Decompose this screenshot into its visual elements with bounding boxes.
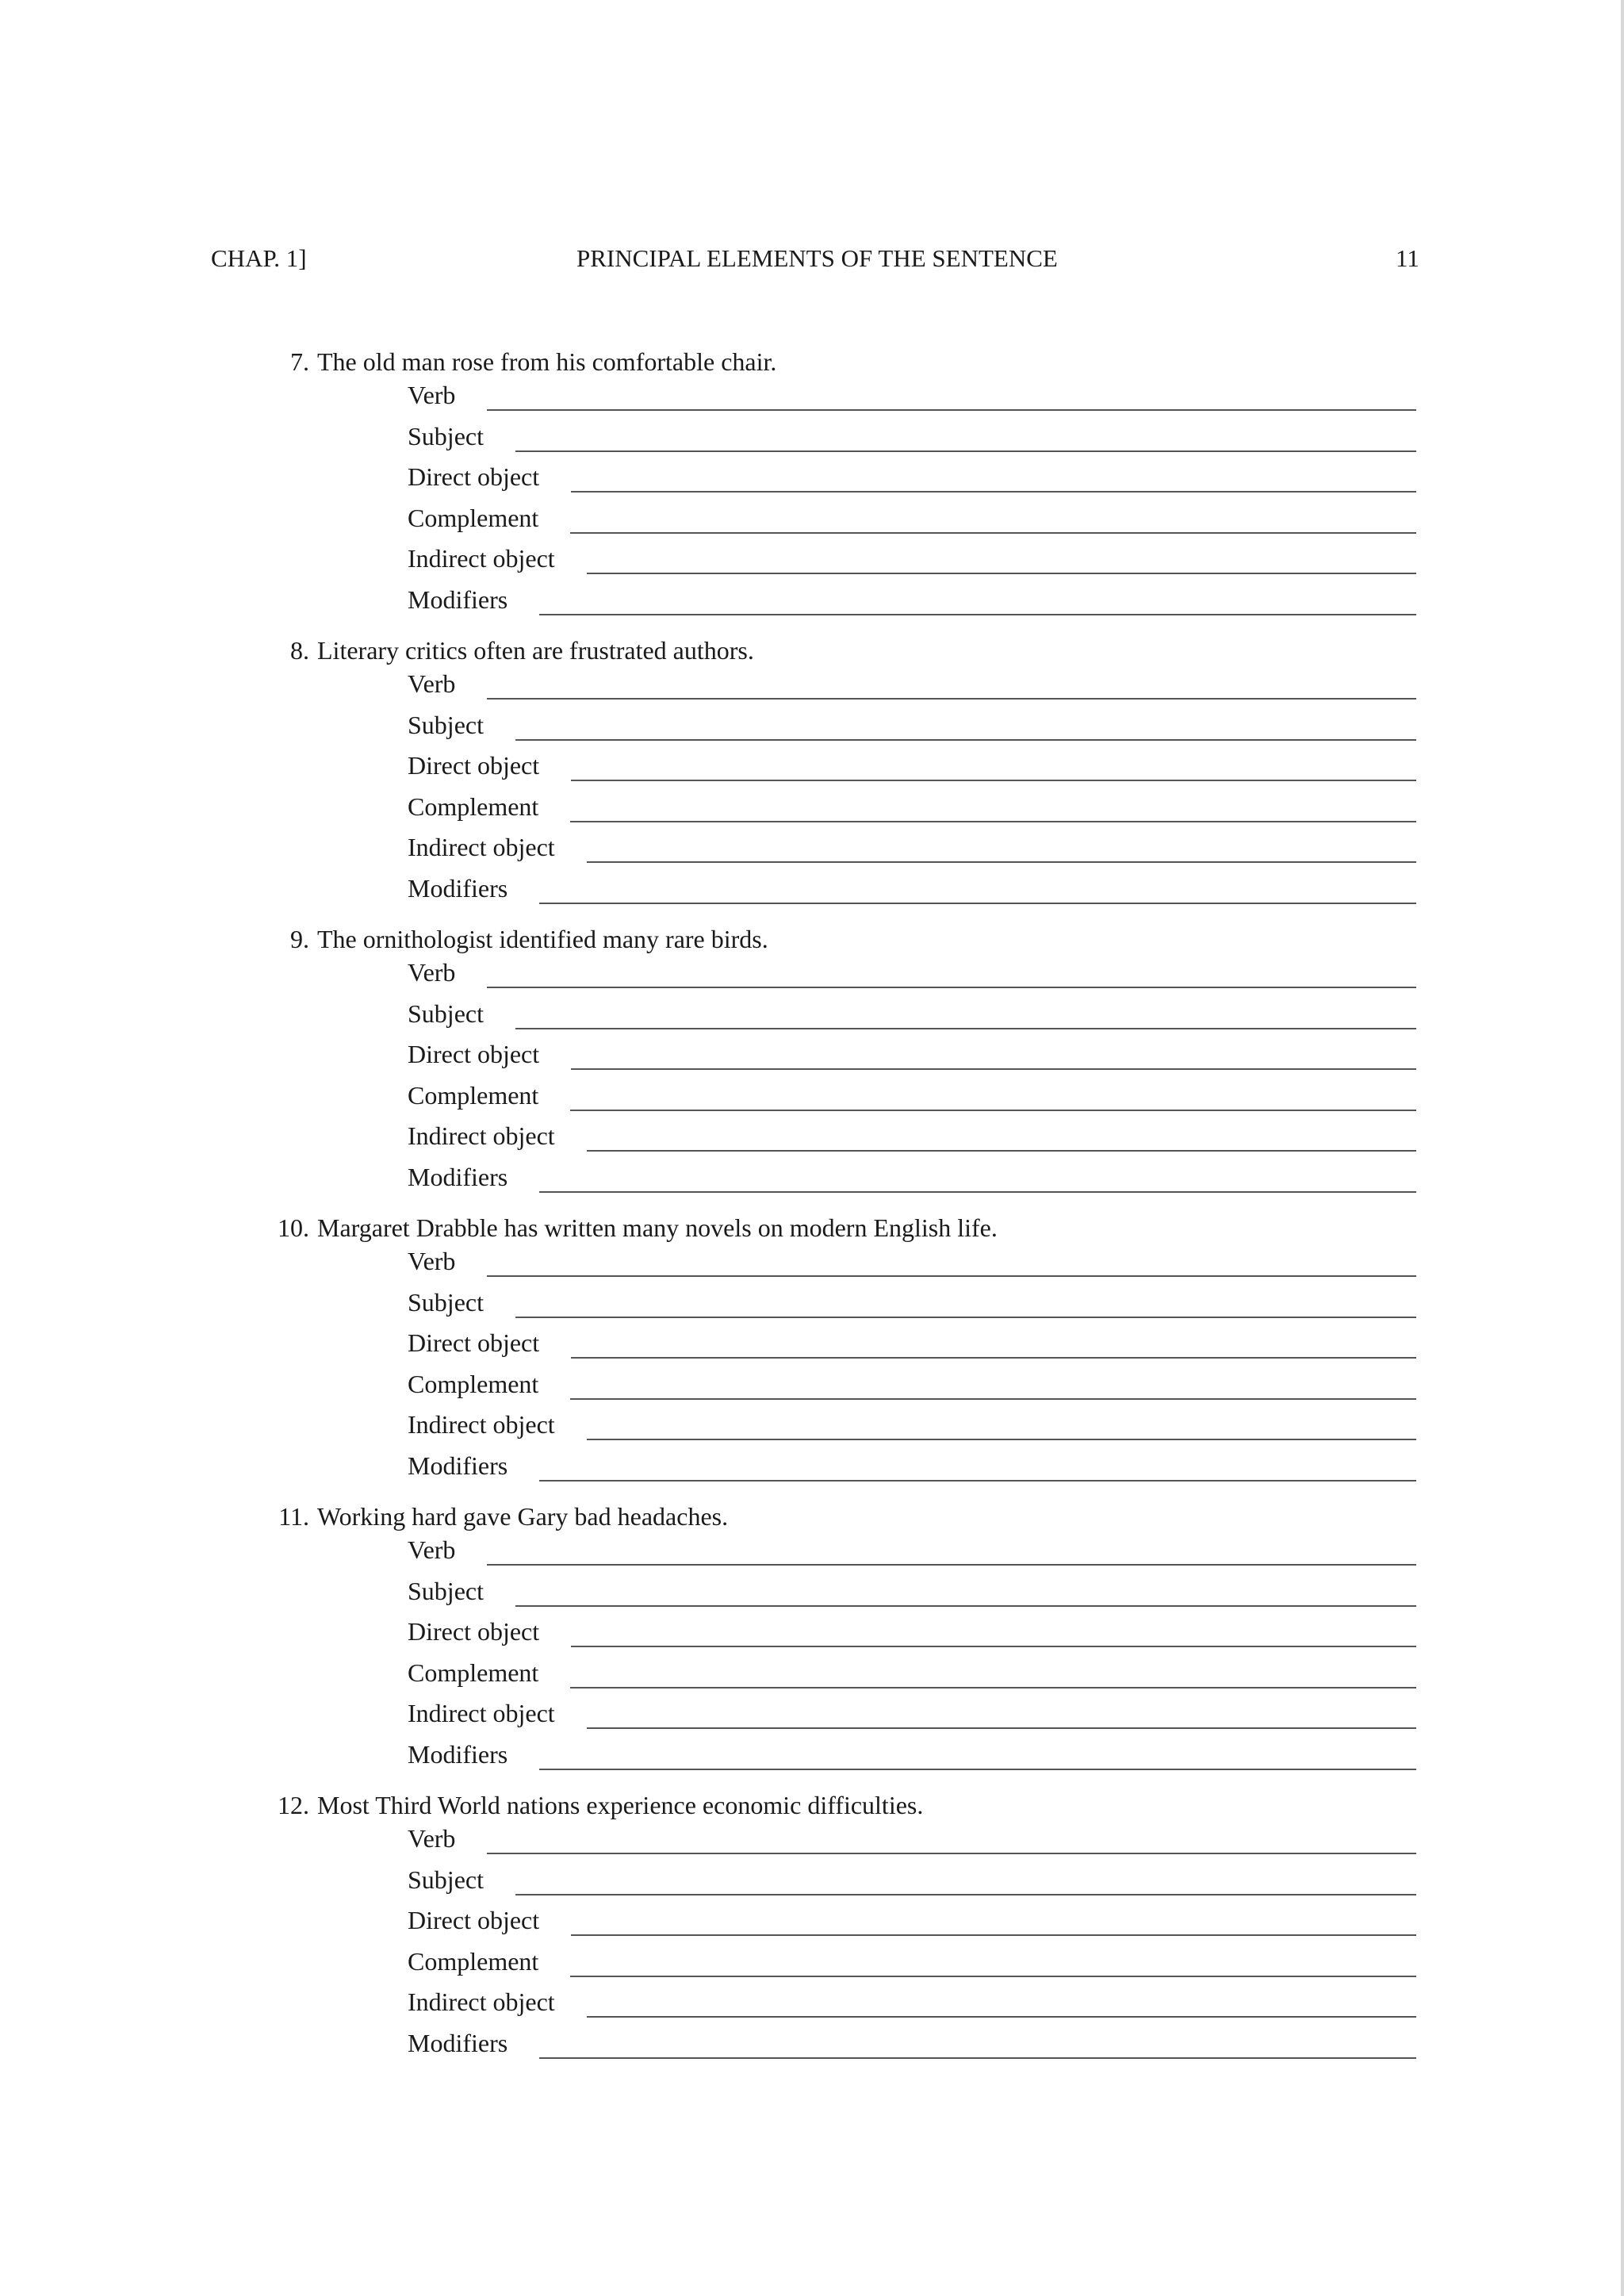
subject-answer-field[interactable] [515,715,1416,741]
direct-object-answer-field[interactable] [571,1045,1416,1070]
verb-label: Verb [408,1535,456,1564]
verb-row [408,1248,1416,1280]
modifiers-label: Modifiers [408,1740,508,1769]
modifiers-row [408,1453,1416,1485]
page-number: 11 [1396,244,1419,272]
complement-answer-field[interactable] [570,1663,1416,1688]
exercise-sentence-text: The ornithologist identified many rare birds. [317,925,768,953]
exercise-item [0,634,1624,923]
verb-answer-field[interactable] [487,674,1416,700]
direct-object-label: Direct object [408,462,540,491]
exercise-item [0,346,1624,634]
subject-label: Subject [408,1577,484,1605]
indirect-object-answer-field[interactable] [587,1704,1416,1729]
exercise-number: 10. [278,1213,309,1242]
verb-label: Verb [408,1824,456,1853]
modifiers-row [408,2030,1416,2062]
verb-answer-field[interactable] [487,1829,1416,1854]
subject-label: Subject [408,1288,484,1317]
direct-object-answer-field[interactable] [571,1333,1416,1359]
modifiers-row [408,1742,1416,1773]
exercise-sentence [262,346,776,378]
exercise-sentence-text: The old man rose from his comfortable chair. [317,347,777,376]
complement-label: Complement [408,504,539,532]
indirect-object-label: Indirect object [408,1699,555,1727]
verb-answer-field[interactable] [487,963,1416,988]
subject-answer-field[interactable] [515,427,1416,452]
verb-label: Verb [408,381,456,409]
exercise-number: 12. [278,1791,309,1819]
verb-label: Verb [408,1247,456,1275]
exercise-sentence-text: Literary critics often are frustrated authors. [317,636,754,665]
complement-label: Complement [408,1370,539,1398]
indirect-object-answer-field[interactable] [587,1126,1416,1152]
exercise-list [0,346,1624,2078]
verb-row [408,671,1416,703]
direct-object-label: Direct object [408,1617,540,1646]
modifiers-label: Modifiers [408,2029,508,2057]
complement-row [408,794,1416,826]
chapter-label: CHAP. 1] [211,244,307,272]
direct-object-answer-field[interactable] [571,1622,1416,1647]
complement-row [408,1660,1416,1692]
modifiers-row [408,587,1416,619]
subject-row [408,1867,1416,1899]
complement-answer-field[interactable] [570,508,1416,534]
verb-row [408,1826,1416,1857]
exercise-sentence [262,1789,923,1821]
verb-answer-field[interactable] [487,385,1416,411]
indirect-object-row [408,834,1416,866]
verb-label: Verb [408,958,456,987]
complement-row [408,505,1416,537]
exercise-sentence [262,1212,998,1244]
modifiers-answer-field[interactable] [539,590,1416,615]
exercise-item [0,1789,1624,2078]
complement-row [408,1083,1416,1114]
exercise-sentence-text: Margaret Drabble has written many novels on modern English life. [317,1213,998,1242]
direct-object-label: Direct object [408,1906,540,1934]
indirect-object-answer-field[interactable] [587,549,1416,574]
indirect-object-row [408,546,1416,577]
complement-label: Complement [408,1658,539,1687]
direct-object-answer-field[interactable] [571,1911,1416,1936]
complement-answer-field[interactable] [570,1952,1416,1977]
modifiers-row [408,876,1416,907]
direct-object-row [408,1330,1416,1362]
exercise-item [0,923,1624,1212]
direct-object-answer-field[interactable] [571,467,1416,493]
verb-label: Verb [408,669,456,698]
direct-object-row [408,464,1416,496]
exercise-sentence-text: Working hard gave Gary bad headaches. [317,1502,729,1531]
verb-answer-field[interactable] [487,1251,1416,1277]
modifiers-label: Modifiers [408,1451,508,1480]
subject-answer-field[interactable] [515,1293,1416,1318]
subject-row [408,424,1416,455]
exercise-number: 8. [290,636,309,665]
indirect-object-row [408,1412,1416,1443]
indirect-object-row [408,1989,1416,2021]
subject-label: Subject [408,711,484,739]
indirect-object-row [408,1700,1416,1732]
exercise-number: 9. [290,925,309,953]
exercise-sentence-text: Most Third World nations experience economic difficulties. [317,1791,924,1819]
complement-row [408,1371,1416,1403]
modifiers-answer-field[interactable] [539,2033,1416,2059]
subject-label: Subject [408,999,484,1028]
subject-answer-field[interactable] [515,1581,1416,1607]
subject-row [408,1290,1416,1321]
direct-object-label: Direct object [408,1328,540,1357]
complement-label: Complement [408,1947,539,1976]
complement-label: Complement [408,792,539,821]
indirect-object-answer-field[interactable] [587,1415,1416,1440]
indirect-object-answer-field[interactable] [587,1992,1416,2018]
exercise-number: 11. [278,1502,309,1531]
indirect-object-label: Indirect object [408,833,555,861]
subject-label: Subject [408,422,484,450]
complement-row [408,1949,1416,1980]
modifiers-answer-field[interactable] [539,1456,1416,1481]
direct-object-row [408,1041,1416,1073]
subject-row [408,712,1416,744]
direct-object-row [408,1619,1416,1650]
running-title: PRINCIPAL ELEMENTS OF THE SENTENCE [576,244,1058,272]
subject-answer-field[interactable] [515,1004,1416,1029]
modifiers-label: Modifiers [408,585,508,614]
complement-answer-field[interactable] [570,797,1416,822]
subject-row [408,1578,1416,1610]
exercise-sentence [262,634,754,666]
direct-object-row [408,1907,1416,1939]
indirect-object-row [408,1123,1416,1155]
direct-object-label: Direct object [408,751,540,780]
modifiers-answer-field[interactable] [539,1745,1416,1770]
direct-object-answer-field[interactable] [571,756,1416,781]
subject-answer-field[interactable] [515,1870,1416,1895]
direct-object-label: Direct object [408,1040,540,1068]
indirect-object-label: Indirect object [408,1121,555,1150]
indirect-object-label: Indirect object [408,1987,555,2016]
modifiers-answer-field[interactable] [539,1167,1416,1193]
complement-answer-field[interactable] [570,1086,1416,1111]
exercise-number: 7. [290,347,309,376]
exercise-item [0,1501,1624,1789]
complement-answer-field[interactable] [570,1374,1416,1400]
modifiers-label: Modifiers [408,874,508,903]
page-header [0,244,1624,276]
modifiers-label: Modifiers [408,1163,508,1191]
direct-object-row [408,753,1416,784]
complement-label: Complement [408,1081,539,1110]
exercise-sentence [262,923,768,955]
exercise-item [0,1212,1624,1501]
verb-answer-field[interactable] [487,1540,1416,1566]
modifiers-row [408,1164,1416,1196]
verb-row [408,960,1416,991]
modifiers-answer-field[interactable] [539,879,1416,904]
indirect-object-label: Indirect object [408,544,555,573]
verb-row [408,382,1416,414]
indirect-object-answer-field[interactable] [587,838,1416,863]
subject-label: Subject [408,1865,484,1894]
verb-row [408,1537,1416,1569]
exercise-sentence [262,1501,728,1532]
subject-row [408,1001,1416,1033]
indirect-object-label: Indirect object [408,1410,555,1439]
